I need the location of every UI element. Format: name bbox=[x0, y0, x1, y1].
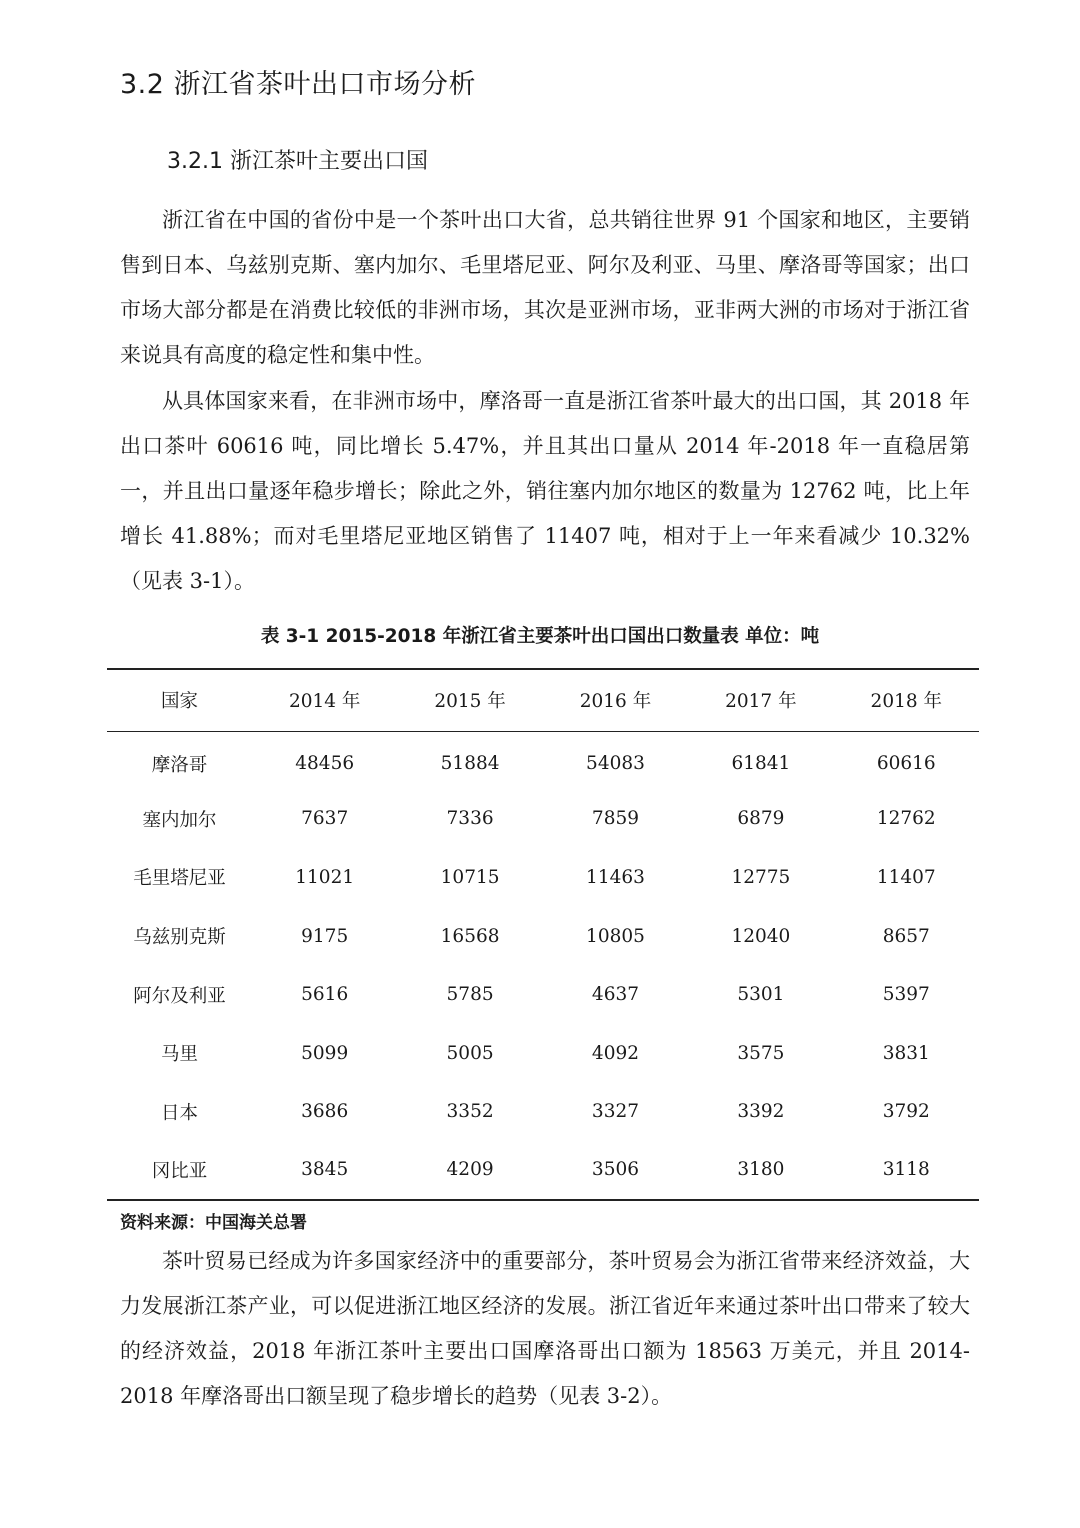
value-cell: 11021 bbox=[295, 866, 355, 888]
value-cell: 5785 bbox=[446, 984, 494, 1006]
value-cell: 8657 bbox=[882, 925, 930, 947]
value-cell: 3792 bbox=[882, 1101, 930, 1123]
value-cell: 5099 bbox=[301, 1042, 349, 1064]
value-cell: 4092 bbox=[591, 1042, 640, 1064]
header-year: 2014 年 bbox=[288, 691, 361, 713]
table-row bbox=[107, 1141, 979, 1200]
value-cell: 3506 bbox=[591, 1159, 640, 1181]
value-cell: 11463 bbox=[586, 866, 645, 888]
value-cell: 5301 bbox=[737, 984, 785, 1006]
header-year: 2016 年 bbox=[579, 691, 652, 713]
value-cell: 10805 bbox=[586, 925, 645, 947]
value-cell: 4209 bbox=[446, 1159, 494, 1181]
table-row bbox=[107, 790, 979, 849]
table-row bbox=[107, 731, 979, 790]
value-cell: 12775 bbox=[731, 866, 791, 888]
body-paragraph-2: 从具体国家来看，在非洲市场中，摩洛哥一直是浙江省茶叶最大的出口国，其 2018 年出口茶叶 60616 吨，同比增长 5.47%，并且其出口量从 2014 年-2018 年一直稳居第一，并且出口量逐年稳步增长；除此之外，销往塞内加尔地区的数量为 12762 吨，比上年增长 41.88%；而对毛里塔尼亚地区销售了 11407 吨，相对于上一年来看减少 10.32%（见表 3-1）。 bbox=[120, 389, 970, 593]
table-header-row bbox=[107, 669, 979, 731]
value-cell: 9175 bbox=[301, 925, 349, 947]
value-cell: 7859 bbox=[591, 808, 640, 830]
value-cell: 16568 bbox=[440, 925, 500, 947]
value-cell: 3352 bbox=[446, 1101, 494, 1123]
country-cell: 日本 bbox=[160, 1102, 198, 1124]
value-cell: 12762 bbox=[876, 808, 936, 830]
value-cell: 3686 bbox=[301, 1101, 349, 1123]
export-volume-table bbox=[107, 668, 979, 1201]
country-cell: 乌兹别克斯 bbox=[133, 927, 226, 949]
table-row bbox=[107, 907, 979, 966]
value-cell: 3831 bbox=[882, 1042, 930, 1064]
value-cell: 3118 bbox=[882, 1159, 930, 1181]
section-title: 3.2 浙江省茶叶出口市场分析 bbox=[120, 69, 477, 100]
value-cell: 3327 bbox=[591, 1101, 640, 1123]
header-country: 国家 bbox=[160, 691, 198, 713]
value-cell: 48456 bbox=[295, 753, 355, 775]
value-cell: 5616 bbox=[301, 984, 349, 1006]
subsection-title: 3.2.1 浙江茶叶主要出口国 bbox=[167, 149, 428, 174]
value-cell: 5005 bbox=[446, 1042, 494, 1064]
body-paragraph-3: 茶叶贸易已经成为许多国家经济中的重要部分，茶叶贸易会为浙江省带来经济效益，大力发展浙江茶产业，可以促进浙江地区经济的发展。浙江省近年来通过茶叶出口带来了较大的经济效益，2018 年浙江茶叶主要出口国摩洛哥出口额为 18563 万美元，并且 2014-2018 年摩洛哥出口额呈现了稳步增长的趋势（见表 3-2）。 bbox=[120, 1249, 970, 1408]
value-cell: 3392 bbox=[737, 1101, 785, 1123]
value-cell: 61841 bbox=[731, 753, 791, 775]
table-row bbox=[107, 1024, 979, 1083]
country-cell: 摩洛哥 bbox=[151, 754, 208, 776]
table-row bbox=[107, 1083, 979, 1142]
country-cell: 塞内加尔 bbox=[142, 809, 217, 831]
value-cell: 7637 bbox=[301, 808, 349, 830]
value-cell: 12040 bbox=[731, 925, 791, 947]
value-cell: 51884 bbox=[440, 753, 500, 775]
header-year: 2015 年 bbox=[434, 691, 506, 713]
value-cell: 5397 bbox=[882, 984, 930, 1006]
body-paragraph-1: 浙江省在中国的省份中是一个茶叶出口大省，总共销往世界 91 个国家和地区，主要销售到日本、乌兹别克斯、塞内加尔、毛里塔尼亚、阿尔及利亚、马里、摩洛哥等国家；出口市场大部分都是在消费比较低的非洲市场，其次是亚洲市场，亚非两大洲的市场对于浙江省来说具有高度的稳定性和集中性。 bbox=[120, 208, 970, 367]
value-cell: 4637 bbox=[591, 984, 640, 1006]
table-caption: 表 3-1 2015-2018 年浙江省主要茶叶出口国出口数量表 单位：吨 bbox=[260, 626, 820, 647]
value-cell: 10715 bbox=[440, 866, 500, 888]
header-year: 2018 年 bbox=[870, 691, 943, 713]
header-year: 2017 年 bbox=[725, 691, 797, 713]
table-source-note: 资料来源：中国海关总署 bbox=[120, 1213, 307, 1233]
value-cell: 7336 bbox=[446, 808, 494, 830]
country-cell: 马里 bbox=[160, 1044, 198, 1066]
value-cell: 3180 bbox=[737, 1159, 785, 1181]
country-cell: 毛里塔尼亚 bbox=[133, 868, 226, 890]
value-cell: 3845 bbox=[301, 1159, 349, 1181]
table-row bbox=[107, 848, 979, 907]
value-cell: 6879 bbox=[737, 808, 785, 830]
country-cell: 阿尔及利亚 bbox=[133, 985, 226, 1007]
value-cell: 60616 bbox=[876, 753, 936, 775]
value-cell: 3575 bbox=[737, 1042, 785, 1064]
table-row bbox=[107, 965, 979, 1024]
value-cell: 54083 bbox=[586, 753, 645, 775]
country-cell: 冈比亚 bbox=[151, 1160, 208, 1182]
value-cell: 11407 bbox=[876, 866, 936, 888]
